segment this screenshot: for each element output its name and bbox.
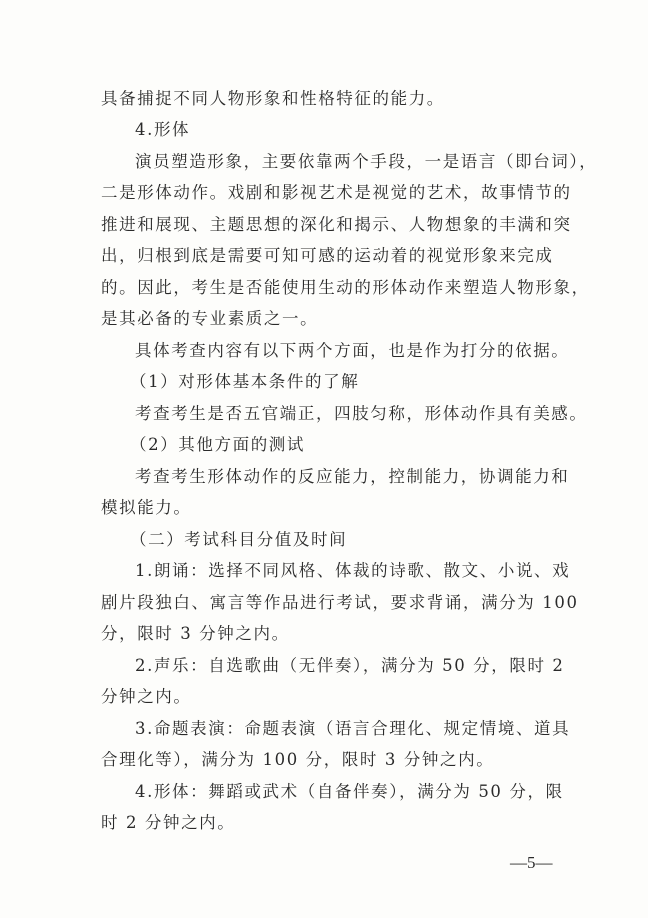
text-line: 模拟能力。 <box>101 498 192 517</box>
text-line: 二是形体动作。戏剧和影视艺术是视觉的艺术，故事情节的 <box>101 183 572 202</box>
text-line: 具体考查内容有以下两个方面，也是作为打分的依据。 <box>135 341 570 360</box>
text-line: 出，归根到底是需要可知可感的运动着的视觉形象来完成 <box>101 246 554 265</box>
text-line: 具备捕捉不同人物形象和性格特征的能力。 <box>101 89 445 108</box>
text-line: 2.声乐：自选歌曲（无伴奏），满分为 50 分，限时 2 <box>135 656 565 675</box>
text-line: 分钟之内。 <box>101 687 192 706</box>
text-line: 4.形体：舞蹈或武术（自备伴奏），满分为 50 分，限 <box>135 782 564 801</box>
text-line: 演员塑造形象，主要依靠两个手段，一是语言（即台词）， <box>135 152 598 171</box>
text-line: 是其必备的专业素质之一。 <box>101 309 319 328</box>
section-heading: （二）考试科目分值及时间 <box>130 530 348 549</box>
text-line: 分，限时 3 分钟之内。 <box>101 624 290 643</box>
text-line: 时 2 分钟之内。 <box>101 813 236 832</box>
text-line: 考查考生是否五官端正，四肢匀称，形体动作具有美感。 <box>135 404 588 423</box>
text-line: 合理化等），满分为 100 分，限时 3 分钟之内。 <box>101 750 495 769</box>
subsection-heading: （2）其他方面的测试 <box>130 435 305 454</box>
text-line: 剧片段独白、寓言等作品进行考试，要求背诵，满分为 100 <box>101 593 579 612</box>
section-heading: 4.形体 <box>135 120 191 139</box>
text-line: 推进和展现、主题思想的深化和揭示、人物想象的丰满和突 <box>101 215 572 234</box>
text-line: 1.朗诵：选择不同风格、体裁的诗歌、散文、小说、戏 <box>135 561 571 580</box>
text-line: 3.命题表演：命题表演（语言合理化、规定情境、道具 <box>135 719 571 738</box>
text-line: 的。因此，考生是否能使用生动的形体动作来塑造人物形象， <box>101 278 590 297</box>
text-line: 考查考生形体动作的反应能力，控制能力，协调能力和 <box>135 467 570 486</box>
page-number: —5— <box>510 853 553 872</box>
subsection-heading: （1）对形体基本条件的了解 <box>130 372 360 391</box>
